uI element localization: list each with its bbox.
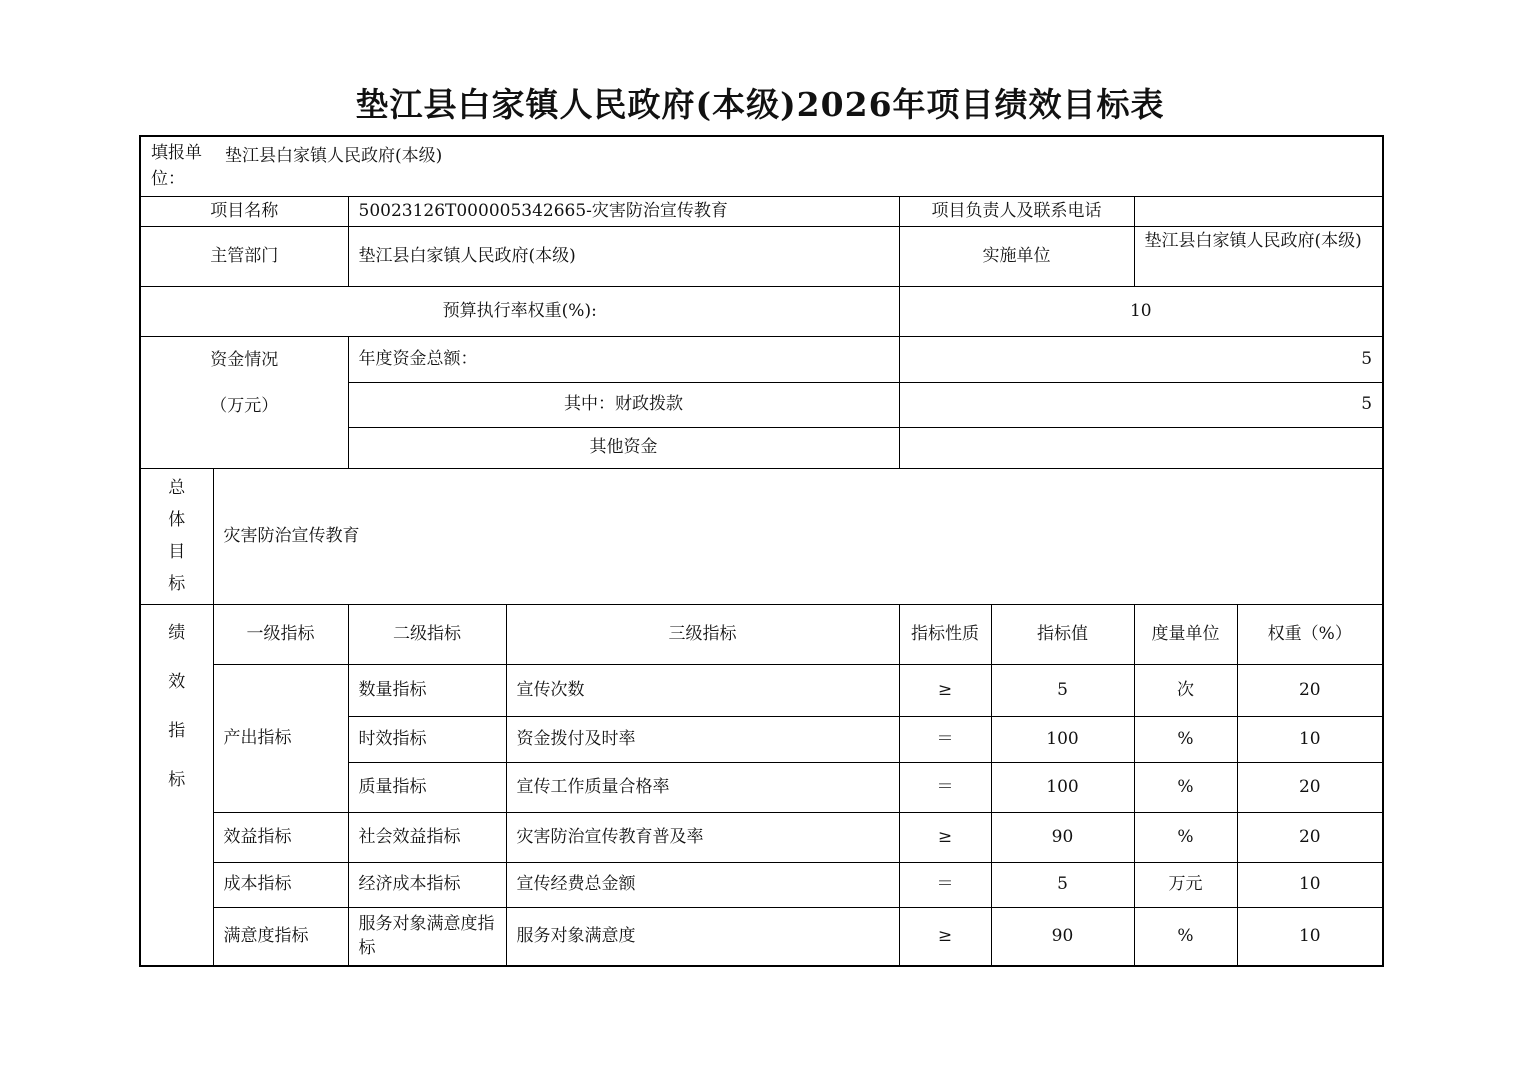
level1-cell: 产出指标 xyxy=(213,664,348,812)
level2-cell: 经济成本指标 xyxy=(348,862,506,907)
level3-cell: 宣传次数 xyxy=(506,664,899,716)
unit-cell: % xyxy=(1134,907,1237,966)
weight-cell: 20 xyxy=(1237,812,1383,862)
page-title: 垫江县白家镇人民政府(本级)2026年项目绩效目标表 xyxy=(355,85,1165,124)
table-row xyxy=(140,664,1383,716)
header-level1: 一级指标 xyxy=(213,604,348,664)
nature-cell: ＝ xyxy=(899,862,991,907)
nature-cell: ＝ xyxy=(899,716,991,762)
budget-weight-label: 预算执行率权重(%): xyxy=(140,286,899,336)
indicators-label-char: 指 xyxy=(168,720,186,741)
funds-total-label: 年度资金总额： xyxy=(348,336,899,382)
budget-row xyxy=(140,286,1383,336)
goal-label-char: 总 xyxy=(168,478,186,498)
indicators-label-char: 效 xyxy=(168,671,186,692)
header-level2: 二级指标 xyxy=(348,604,506,664)
value-cell: 5 xyxy=(991,664,1134,716)
funds-other-value xyxy=(899,427,1383,468)
unit-cell: 万元 xyxy=(1134,862,1237,907)
funds-fiscal-value: 5 xyxy=(899,382,1383,427)
nature-cell: ≥ xyxy=(899,812,991,862)
goal-label-char: 体 xyxy=(168,510,186,530)
goal-label-char: 标 xyxy=(168,574,186,594)
value-cell: 100 xyxy=(991,762,1134,812)
weight-cell: 10 xyxy=(1237,907,1383,966)
header-value: 指标值 xyxy=(991,604,1134,664)
level2-cell: 数量指标 xyxy=(348,664,506,716)
fill-unit-label: 填报单位： xyxy=(151,143,202,190)
unit-cell: % xyxy=(1134,812,1237,862)
project-name-row xyxy=(140,196,1383,226)
level2-cell: 质量指标 xyxy=(348,762,506,812)
performance-table xyxy=(139,135,1384,967)
funds-total-value: 5 xyxy=(899,336,1383,382)
project-name-label: 项目名称 xyxy=(140,196,348,226)
table-row xyxy=(140,812,1383,862)
department-label: 主管部门 xyxy=(140,226,348,286)
fill-unit-value: 垫江县白家镇人民政府(本级) xyxy=(225,146,443,167)
header-unit: 度量单位 xyxy=(1134,604,1237,664)
level3-cell: 宣传工作质量合格率 xyxy=(506,762,899,812)
funds-label xyxy=(140,336,348,468)
weight-cell: 20 xyxy=(1237,762,1383,812)
project-manager-value xyxy=(1134,196,1383,226)
indicators-label xyxy=(140,604,213,966)
indicator-header-row xyxy=(140,604,1383,664)
weight-cell: 10 xyxy=(1237,716,1383,762)
level1-cell: 成本指标 xyxy=(213,862,348,907)
value-cell: 90 xyxy=(991,812,1134,862)
header-level3: 三级指标 xyxy=(506,604,899,664)
goal-label-char: 目 xyxy=(168,542,186,562)
unit-cell: % xyxy=(1134,762,1237,812)
level3-cell: 灾害防治宣传教育普及率 xyxy=(506,812,899,862)
department-row xyxy=(140,226,1383,286)
value-cell: 5 xyxy=(991,862,1134,907)
funds-fiscal-label: 其中：财政拨款 xyxy=(348,382,899,427)
header-nature: 指标性质 xyxy=(899,604,991,664)
level1-cell: 满意度指标 xyxy=(213,907,348,966)
table-row xyxy=(140,862,1383,907)
level3-cell: 资金拨付及时率 xyxy=(506,716,899,762)
project-name-value: 50023126T000005342665-灾害防治宣传教育 xyxy=(348,196,899,226)
funds-label-line1: 资金情况 xyxy=(210,349,279,370)
indicators-label-char: 绩 xyxy=(168,622,186,643)
funds-label-line2: （万元） xyxy=(210,395,279,416)
level1-cell: 效益指标 xyxy=(213,812,348,862)
level3-cell: 服务对象满意度 xyxy=(506,907,899,966)
funds-other-label: 其他资金 xyxy=(348,427,899,468)
unit-cell: % xyxy=(1134,716,1237,762)
table-row xyxy=(140,907,1383,966)
implementing-unit-value: 垫江县白家镇人民政府(本级) xyxy=(1134,226,1383,286)
budget-weight-value: 10 xyxy=(899,286,1383,336)
indicators-label-char: 标 xyxy=(168,769,186,790)
nature-cell: ＝ xyxy=(899,762,991,812)
goal-label xyxy=(140,468,213,604)
nature-cell: ≥ xyxy=(899,907,991,966)
project-manager-label: 项目负责人及联系电话 xyxy=(899,196,1134,226)
goal-value: 灾害防治宣传教育 xyxy=(213,468,1383,604)
nature-cell: ≥ xyxy=(899,664,991,716)
funds-total-row xyxy=(140,336,1383,382)
level2-cell: 服务对象满意度指标 xyxy=(348,907,506,966)
department-value: 垫江县白家镇人民政府(本级) xyxy=(348,226,899,286)
unit-cell: 次 xyxy=(1134,664,1237,716)
goal-row xyxy=(140,468,1383,604)
level3-cell: 宣传经费总金额 xyxy=(506,862,899,907)
level2-cell: 社会效益指标 xyxy=(348,812,506,862)
header-weight: 权重（%） xyxy=(1237,604,1383,664)
implementing-unit-label: 实施单位 xyxy=(899,226,1134,286)
value-cell: 100 xyxy=(991,716,1134,762)
weight-cell: 10 xyxy=(1237,862,1383,907)
weight-cell: 20 xyxy=(1237,664,1383,716)
level2-cell: 时效指标 xyxy=(348,716,506,762)
fill-unit-row xyxy=(140,136,1383,196)
value-cell: 90 xyxy=(991,907,1134,966)
